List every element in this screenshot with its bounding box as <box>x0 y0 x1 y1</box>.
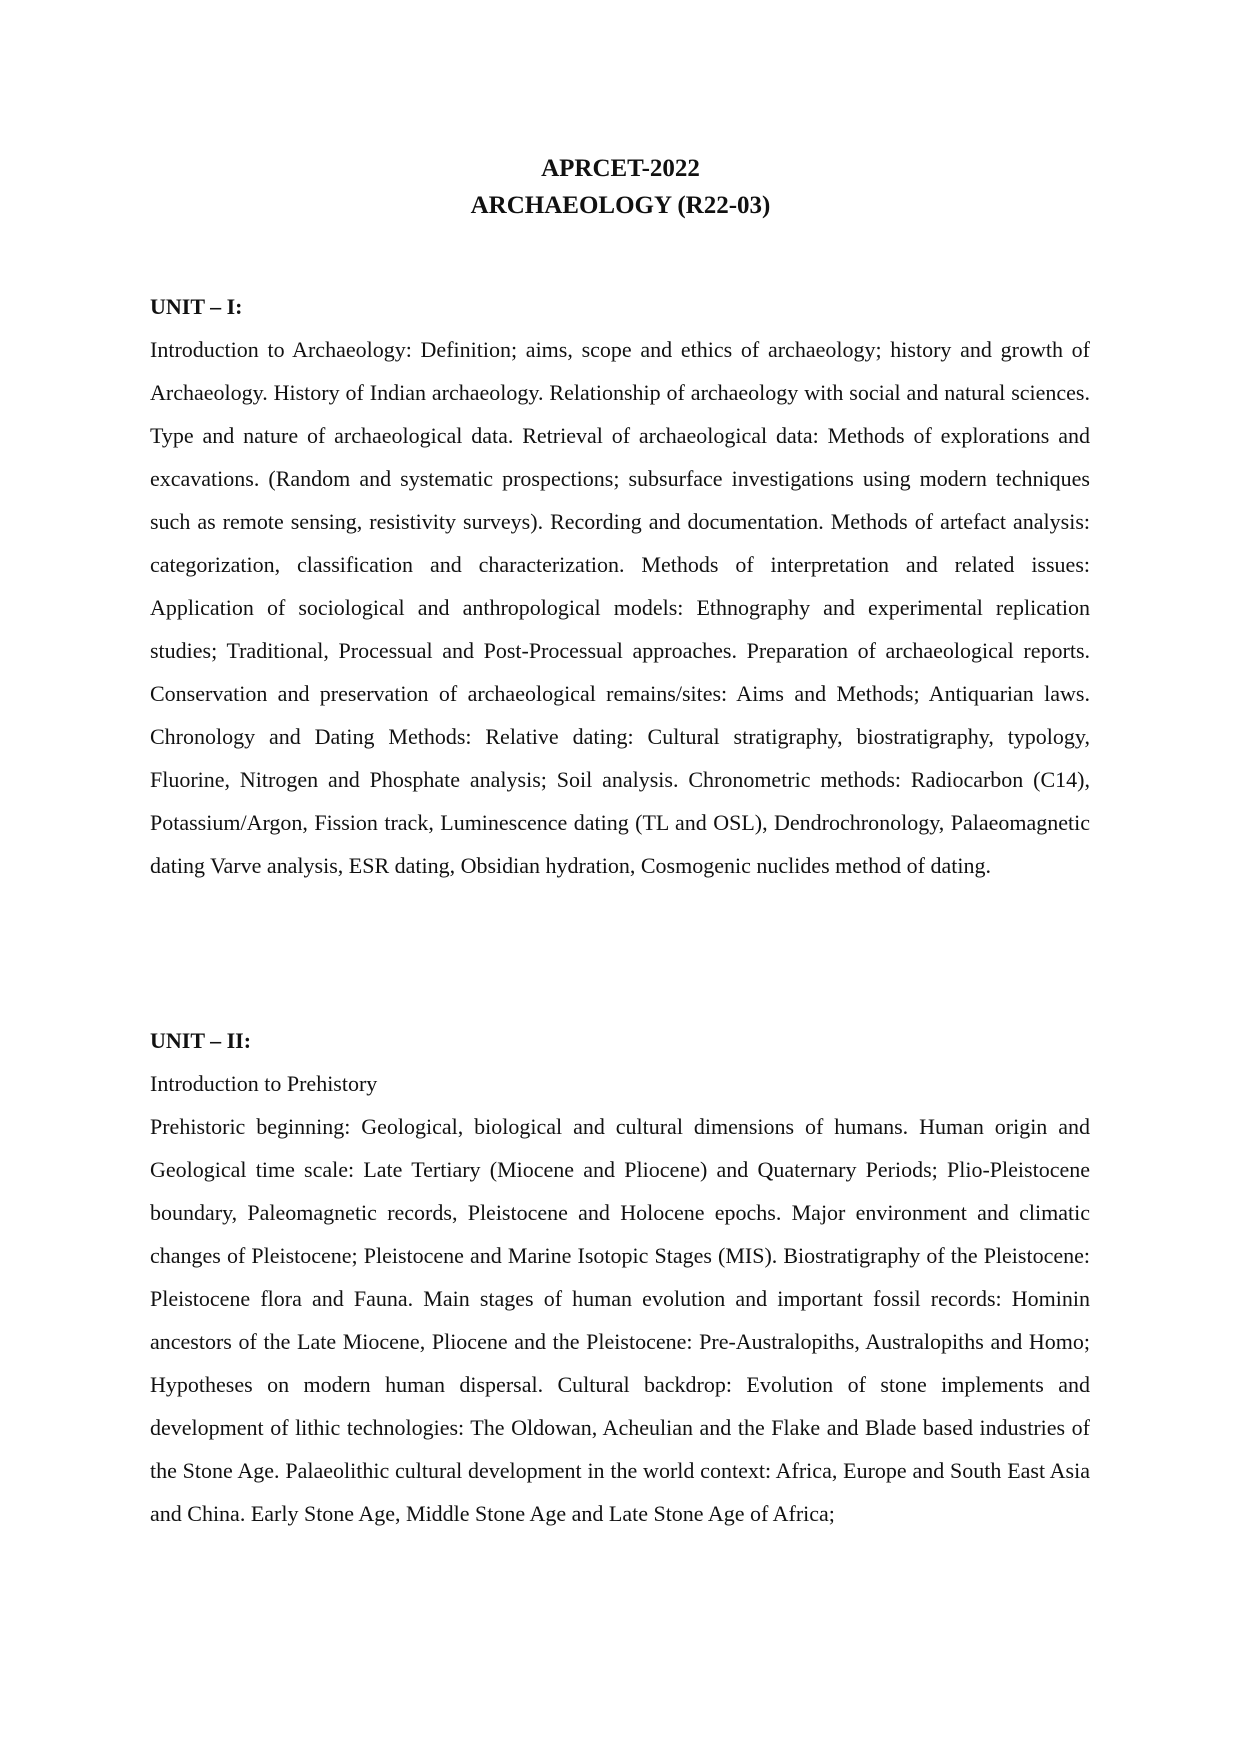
document-header <box>0 150 1241 224</box>
unit-1-paragraph: Introduction to Archaeology: Definition; aims, scope and ethics of archaeology; history and growth of Archaeology. History of Indian archaeology. Relationship of archaeology with social and natural sciences. Type and nature of archaeological data. Retrieval of archaeological data: Methods of explorations and excavations. (Random and systematic prospections; subsurface investigations using modern techniques such as remote sensing, resistivity surveys). Recording and documentation. Methods of artefact analysis: categorization, classification and characterization. Methods of interpretation and related issues: Application of sociological and anthropological models: Ethnography and experimental replication studies; Traditional, Processual and Post-Processual approaches. Preparation of archaeological reports. Conservation and preservation of archaeological remains/sites: Aims and Methods; Antiquarian laws. Chronology and Dating Methods: Relative dating: Cultural stratigraphy, biostratigraphy, typology, Fluorine, Nitrogen and Phosphate analysis; Soil analysis. Chronometric methods: Radiocarbon (C14), Potassium/Argon, Fission track, Luminescence dating (TL and OSL), Dendrochronology, Palaeomagnetic dating Varve analysis, ESR dating, Obsidian hydration, Cosmogenic nuclides method of dating. <box>150 337 1090 878</box>
unit-2-heading: UNIT – II: <box>150 1028 252 1053</box>
document-title: APRCET-2022 <box>541 155 700 182</box>
unit-1-section <box>150 292 1090 887</box>
unit-1-heading: UNIT – I: <box>150 294 243 319</box>
unit-2-paragraph: Prehistoric beginning: Geological, biological and cultural dimensions of humans. Human origin and Geological time scale: Late Tertiary (Miocene and Pliocene) and Quaternary Periods; Plio-Pleistocene boundary, Paleomagnetic records, Pleistocene and Holocene epochs. Major environment and climatic changes of Pleistocene; Pleistocene and Marine Isotopic Stages (MIS). Biostratigraphy of the Pleistocene: Pleistocene flora and Fauna. Main stages of human evolution and important fossil records: Hominin ancestors of the Late Miocene, Pliocene and the Pleistocene: Pre-Australopiths, Australopiths and Homo; Hypotheses on modern human dispersal. Cultural backdrop: Evolution of stone implements and development of lithic technologies: The Oldowan, Acheulian and the Flake and Blade based industries of the Stone Age. Palaeolithic cultural development in the world context: Africa, Europe and South East Asia and China. Early Stone Age, Middle Stone Age and Late Stone Age of Africa; <box>150 1114 1090 1526</box>
unit-2-subheading: Introduction to Prehistory <box>150 1071 378 1096</box>
document-subtitle: ARCHAEOLOGY (R22-03) <box>470 192 771 219</box>
unit-2-section <box>150 1026 1090 1535</box>
